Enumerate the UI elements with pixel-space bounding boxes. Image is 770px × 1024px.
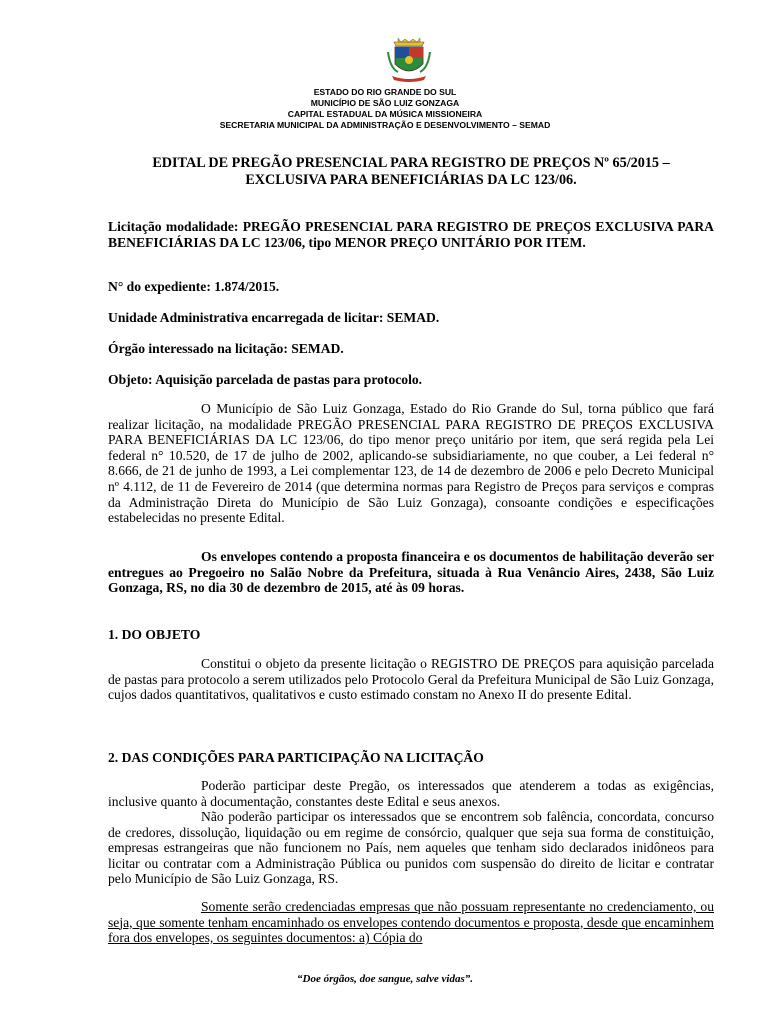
- header-capital: CAPITAL ESTADUAL DA MÚSICA MISSIONEIRA: [287, 109, 483, 119]
- footer-slogan: “Doe órgãos, doe sangue, salve vidas”.: [297, 973, 473, 985]
- section-2-paragraph-3: Somente serão credenciadas empresas que não possuam representante no credenciamento, ou seja, que somente tenham encaminhado os envelopes contendo documentos e proposta, desde que encaminhem fora dos envelopes, os seguintes documentos: a) Cópia do: [108, 899, 714, 946]
- title-line-1: EDITAL DE PREGÃO PRESENCIAL PARA REGISTRO DE PREÇOS Nº 65/2015 –: [152, 155, 670, 171]
- header-state: ESTADO DO RIO GRANDE DO SUL: [313, 87, 457, 97]
- municipal-crest-icon: [386, 38, 432, 82]
- header-secretariat: SECRETARIA MUNICIPAL DA ADMINISTRAÇÃO E DESENVOLVIMENTO – SEMAD: [219, 120, 551, 130]
- title-line-2: EXCLUSIVA PARA BENEFICIÁRIAS DA LC 123/06.: [245, 172, 577, 188]
- section-2-heading: 2. DAS CONDIÇÕES PARA PARTICIPAÇÃO NA LICITAÇÃO: [108, 750, 484, 765]
- orgao-line: Órgão interessado na licitação: SEMAD.: [108, 341, 344, 356]
- section-2-paragraph-2: Não poderão participar os interessados que se encontrem sob falência, concordata, concurso de credores, dissolução, liquidação ou em regime de consórcio, qualquer que seja sua forma de constituição, empresas estrangeiras que não funcionem no País, nem aqueles que tenham sido declarados inidôneos para licitar ou contratar com a Administração Pública ou punidos com suspensão do direito de licitar e contratar pelo Município de São Luiz Gonzaga, RS.: [108, 809, 714, 887]
- modalidade-paragraph: Licitação modalidade: PREGÃO PRESENCIAL PARA REGISTRO DE PREÇOS EXCLUSIVA PARA BENEFICIÁRIAS DA LC 123/06, tipo MENOR PREÇO UNITÁRIO POR ITEM.: [108, 219, 714, 250]
- document-header: [0, 87, 770, 131]
- section-1-text: Constitui o objeto da presente licitação o REGISTRO DE PREÇOS para aquisição parcelada de pastas para protocolo a serem utilizados pelo Protocolo Geral da Prefeitura Municipal de São Luiz Gonzaga, cujos dados quantitativos, qualitativos e custo estimado constam no Anexo II do presente Edital.: [108, 656, 714, 703]
- document-title: [108, 155, 714, 189]
- section-2-paragraph-1: Poderão participar deste Pregão, os interessados que atenderem a todas as exigências, inclusive quanto à documentação, constantes deste Edital e seus anexos.: [108, 778, 714, 809]
- envelopes-paragraph: Os envelopes contendo a proposta financeira e os documentos de habilitação deverão ser entregues ao Pregoeiro no Salão Nobre da Prefeitura, situada à Rua Venâncio Aires, 2438, São Luiz Gonzaga, RS, no dia 30 de dezembro de 2015, até às 09 horas.: [108, 549, 714, 596]
- intro-paragraph: O Município de São Luiz Gonzaga, Estado do Rio Grande do Sul, torna público que fará realizar licitação, na modalidade PREGÃO PRESENCIAL PARA REGISTRO DE PREÇOS EXCLUSIVA PARA BENEFICIÁRIAS DA LC 123/06, do tipo menor preço unitário por item, que será regida pela Lei federal n° 10.520, de 17 de julho de 2002, aplicando-se subsidiariamente, no que couber, a Lei federal n° 8.666, de 21 de junho de 1993, a Lei complementar 123, de 14 de dezembro de 2006 e pelo Decreto Municipal nº 4.112, de 11 de Fevereiro de 2014 (que determina normas para Registro de Preços para serviços e compras da Administração Direta do Município de São Luiz Gonzaga), consoante condições e especificações estabelecidas no presente Edital.: [108, 401, 714, 526]
- header-municipality: MUNICÍPIO DE SÃO LUIZ GONZAGA: [310, 98, 460, 108]
- expediente-line: N° do expediente: 1.874/2015.: [108, 279, 280, 294]
- section-1-heading: 1. DO OBJETO: [108, 627, 201, 642]
- objeto-line: Objeto: Aquisição parcelada de pastas para protocolo.: [108, 372, 423, 387]
- unidade-line: Unidade Administrativa encarregada de licitar: SEMAD.: [108, 310, 440, 325]
